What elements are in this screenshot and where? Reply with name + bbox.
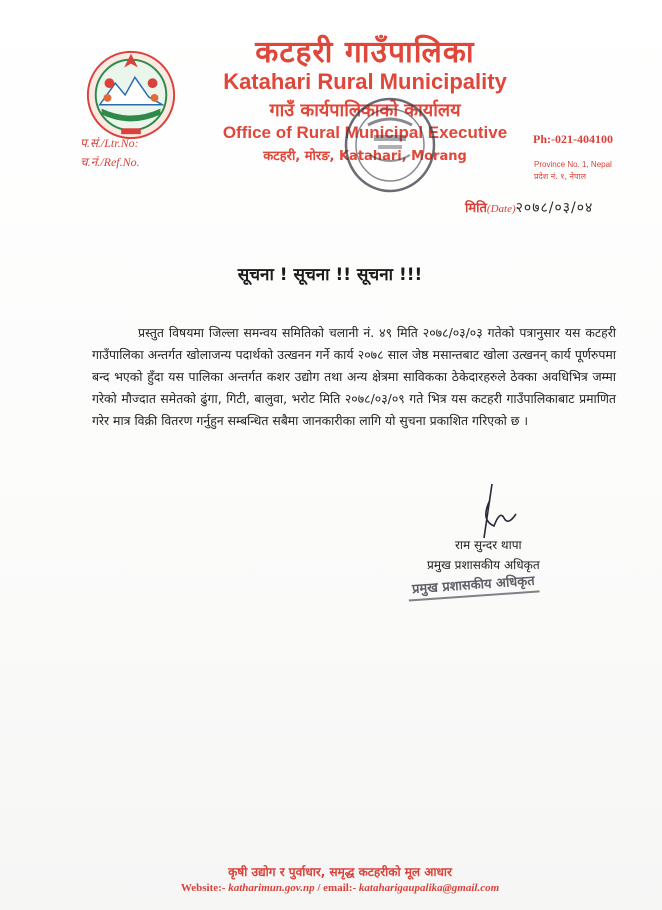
notice-title: सूचना ! सूचना !! सूचना !!! xyxy=(237,265,423,285)
email-label: / email:- xyxy=(317,882,357,894)
phone-number: Ph:-021-404100 xyxy=(533,132,613,146)
designation-stamp: प्रमुख प्रशासकीय अधिकृत xyxy=(407,570,539,601)
signatory-name: राम सुन्दर थापा xyxy=(455,538,522,552)
date-label-nepali: मिति xyxy=(465,201,487,216)
website-label: Website:- xyxy=(180,882,226,894)
reference-number-label: च.नं./Ref.No. xyxy=(80,155,140,169)
province-english: Province No. 1, Nepal xyxy=(534,160,612,169)
municipality-name-english: Katahari Rural Municipality xyxy=(223,69,507,94)
website-link[interactable]: katharimun.gov.np xyxy=(228,882,315,894)
footer-slogan: कृषी उद्योग र पुर्वाधार, समृद्ध कटहरीको मूल आधार xyxy=(228,865,452,879)
date-label-english: (Date) xyxy=(486,203,516,215)
emblem-logo-icon xyxy=(82,44,180,142)
date-row xyxy=(465,198,593,217)
signatory-title: प्रमुख प्रशासकीय अधिकृत xyxy=(427,558,540,572)
province-nepali: प्रदेश नं. १, नेपाल xyxy=(534,172,587,181)
office-address: कटहरी, मोरङ, Katahari, Morang xyxy=(263,149,467,164)
office-seal-stamp xyxy=(340,95,440,200)
notice-body: प्रस्तुत विषयमा जिल्ला समन्वय समितिको चलानी नं. ४९ मिति २०७८/०३/०३ गतेको पत्रानुसार यस कटहरी गाउँपालिका अन्तर्गत खोलाजन्य पदार्थको उत्खनन गर्ने कार्य २०७८ साल जेष्ठ मसान्तबाट खोला उत्खनन् कार्य पूर्णरुपमा बन्द भएको हुँदा यस पालिका अन्तर्गत कशर उद्योग तथा अन्य क्षेत्रमा साविकका ठेकेदारहरुले ठेक्का अवधिभित्र जम्मा गरेको मौज्दात समेतको ढुंगा, गिटी, बालुवा, भरोट मिति २०७८/०३/०९ गते भित्र यस कटहरी गाउँपालिकाबाट प्रमाणित गरेर मात्र विक्री वितरण गर्नुहुन सम्बन्धित सबैमा जानकारीका लागि यो सुचना प्रकाशित गरिएको छ । xyxy=(92,325,616,428)
letter-number-label: प.सं./Ltr.No: xyxy=(80,136,139,150)
footer-contact xyxy=(90,882,590,894)
email-link[interactable]: kataharigaupalika@gmail.com xyxy=(358,882,500,894)
date-value: २०७८/०३/०४ xyxy=(515,200,594,216)
municipality-name-nepali: कटहरी गाउँपालिका xyxy=(255,35,475,70)
handwritten-signature xyxy=(470,480,520,540)
office-name-english: Office of Rural Municipal Executive xyxy=(222,123,508,142)
office-name-nepali: गाउँ कार्यपालिकाको कार्यालय xyxy=(269,100,461,121)
